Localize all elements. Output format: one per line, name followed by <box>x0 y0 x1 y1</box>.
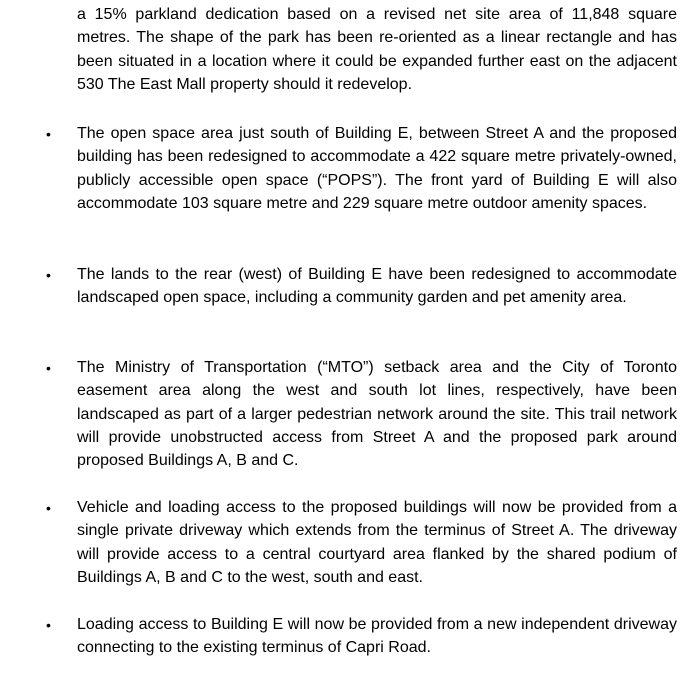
list-item-loading-access: Loading access to Building E will now be provided from a new independent driveway connecting to the existing terminus of Capri Road. <box>77 616 677 657</box>
list-item-rear-lands: The lands to the rear (west) of Building E have been redesigned to accommodate landscaped open space, including a community garden and pet amenity area. <box>77 266 677 307</box>
list-item-vehicle-access: Vehicle and loading access to the proposed buildings will now be provided from a single private driveway which extends from the terminus of Street A. The driveway will provide access to a central courtyard area flanked by the shared podium of Buildings A, B and C to the west, south and east. <box>77 499 677 586</box>
list-item-mto-setback: The Ministry of Transportation (“MTO”) setback area and the City of Toronto easement area along the west and south lot lines, respectively, have been landscaped as part of a larger pedestrian network around the site. This trail network will provide unobstructed access from Street A and the proposed park around proposed Buildings A, B and C. <box>77 359 677 470</box>
list-item-open-space: The open space area just south of Building E, between Street A and the proposed building has been redesigned to accommodate a 422 square metre privately-owned, publicly accessible open space (“POPS”). The front yard of Building E will also accommodate 103 square metre and 229 square metre outdoor amenity spaces. <box>77 125 677 212</box>
bullet-marker: • <box>46 500 51 516</box>
bullet-marker: • <box>46 617 51 633</box>
bullet-marker: • <box>46 267 51 283</box>
bullet-marker: • <box>46 360 51 376</box>
continuation-paragraph: a 15% parkland dedication based on a revised net site area of 11,848 square metres. The shape of the park has been re-oriented as a linear rectangle and has been situated in a location where it could be expanded further east on the adjacent 530 The East Mall property should it redevelop. <box>77 6 677 93</box>
bullet-marker: • <box>46 126 51 142</box>
